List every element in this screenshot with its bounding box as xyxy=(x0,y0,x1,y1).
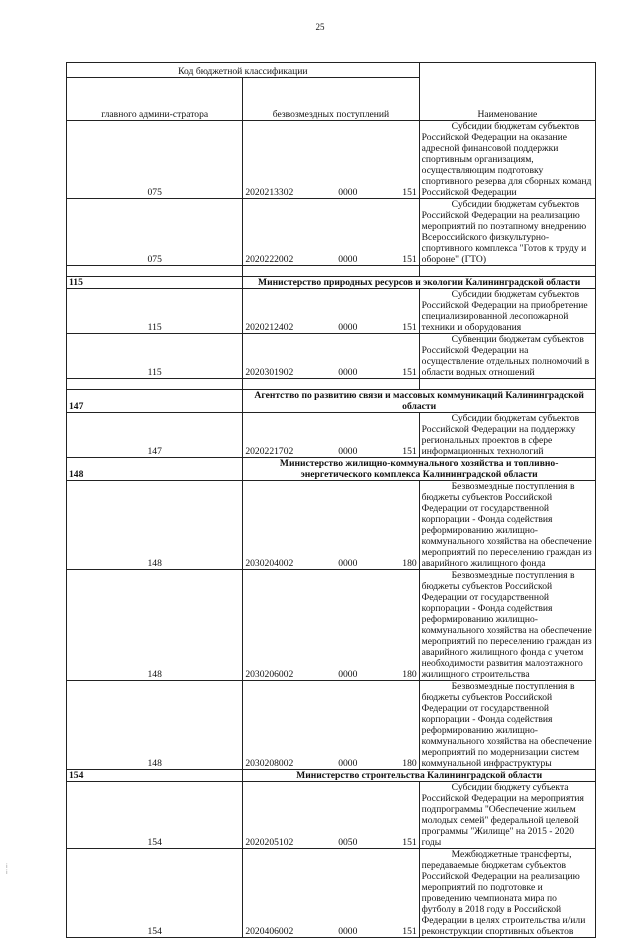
item-name xyxy=(419,289,595,334)
item-name-text: Безвозмездные поступления в бюджеты субъектов Российской Федерации от государственной корпорации - Фонда содействия реформированию жилищно-коммунального хозяйства на обеспечение мероприятий по переселению граждан из аварийного жилищного фонда xyxy=(421,481,592,569)
code-sub: 0000 xyxy=(338,758,358,769)
ministry-admin-code: 154 xyxy=(67,770,243,782)
admin-code: 115 xyxy=(67,289,243,334)
code-class: 151 xyxy=(402,926,417,937)
item-name-text: Субсидии бюджетам субъектов Российской Федерации на приобретение специализированной лесопожарной техники и оборудования xyxy=(421,289,588,333)
table-row xyxy=(67,681,596,770)
table-row xyxy=(67,413,596,458)
admin-code: 148 xyxy=(67,481,243,570)
code-sub: 0050 xyxy=(338,837,358,848)
header-receipts: безвозмездных поступлений xyxy=(243,78,419,121)
item-name xyxy=(419,121,595,199)
code-main: 2030206002 xyxy=(245,669,294,680)
code-sub: 0000 xyxy=(338,367,358,378)
code-class: 151 xyxy=(402,322,417,333)
item-name xyxy=(419,199,595,266)
receipt-code xyxy=(243,681,419,770)
receipt-code xyxy=(243,334,419,379)
ministry-name: Агентство по развитию связи и массовых коммуникаций Калининградской области xyxy=(243,390,596,413)
table-row xyxy=(67,782,596,849)
receipt-code xyxy=(243,849,419,938)
admin-code: 075 xyxy=(67,199,243,266)
table-row xyxy=(67,289,596,334)
table-row xyxy=(67,199,596,266)
code-main: 2030204002 xyxy=(245,558,294,569)
spacer-row xyxy=(67,379,596,390)
receipt-code xyxy=(243,413,419,458)
code-main: 2020213302 xyxy=(245,187,294,198)
ministry-admin-code: 147 xyxy=(67,390,243,413)
ministry-name: Министерство строительства Калининградской области xyxy=(243,770,596,782)
ministry-admin-code: 148 xyxy=(67,458,243,481)
code-sub: 0000 xyxy=(338,254,358,265)
code-main: 2020221702 xyxy=(245,446,294,457)
ministry-row xyxy=(67,770,596,782)
admin-code: 148 xyxy=(67,681,243,770)
spacer-cell xyxy=(243,379,419,390)
code-sub: 0000 xyxy=(338,446,358,457)
code-class: 180 xyxy=(402,758,417,769)
code-sub: 0000 xyxy=(338,669,358,680)
code-main: 2020406002 xyxy=(245,926,294,937)
receipt-code xyxy=(243,782,419,849)
ministry-admin-code: 115 xyxy=(67,277,243,289)
table-row xyxy=(67,121,596,199)
budget-classification-table xyxy=(66,62,596,938)
admin-code: 148 xyxy=(67,570,243,681)
code-sub: 0000 xyxy=(338,558,358,569)
receipt-code xyxy=(243,481,419,570)
code-main: 2020301902 xyxy=(245,367,294,378)
ministry-row xyxy=(67,390,596,413)
item-name xyxy=(419,481,595,570)
table-body xyxy=(67,121,596,938)
scan-marks: ⁞ ⁞ xyxy=(6,864,8,876)
code-class: 151 xyxy=(402,367,417,378)
item-name xyxy=(419,782,595,849)
admin-code: 154 xyxy=(67,849,243,938)
receipt-code xyxy=(243,199,419,266)
receipt-code xyxy=(243,121,419,199)
table-row xyxy=(67,334,596,379)
code-main: 2020222002 xyxy=(245,254,294,265)
spacer-cell xyxy=(419,379,595,390)
ministry-row xyxy=(67,277,596,289)
code-class: 151 xyxy=(402,446,417,457)
ministry-name: Министерство природных ресурсов и экологии Калининградской области xyxy=(243,277,596,289)
receipt-code xyxy=(243,289,419,334)
item-name-text: Субсидии бюджетам субъектов Российской Федерации на оказание адресной финансовой поддержки спортивным организациям, осуществляющим подготовку спортивного резерва для сборных команд Российской Федерации xyxy=(421,121,592,198)
ministry-row xyxy=(67,458,596,481)
code-class: 180 xyxy=(402,669,417,680)
table-row xyxy=(67,849,596,938)
item-name-text: Субсидии бюджетам субъектов Российской Федерации на поддержку региональных проектов в сфере информационных технологий xyxy=(421,413,580,457)
code-sub: 0000 xyxy=(338,926,358,937)
spacer-cell xyxy=(67,266,243,277)
item-name-text: Безвозмездные поступления в бюджеты субъектов Российской Федерации от государственной корпорации - Фонда содействия реформированию жилищно-коммунального хозяйства на обеспечение мероприятий по модернизации систем коммунальной инфраструктуры xyxy=(421,681,592,769)
code-main: 2020212402 xyxy=(245,322,294,333)
code-sub: 0000 xyxy=(338,322,358,333)
code-sub: 0000 xyxy=(338,187,358,198)
table-row xyxy=(67,481,596,570)
item-name-text: Безвозмездные поступления в бюджеты субъектов Российской Федерации от государственной корпорации - Фонда содействия реформированию жилищно-коммунального хозяйства на обеспечение мероприятий по переселению граждан из аварийного жилищного фонда с учетом необходимости развития малоэтажного жилищного строительства xyxy=(421,570,592,680)
item-name xyxy=(419,849,595,938)
item-name xyxy=(419,681,595,770)
item-name xyxy=(419,413,595,458)
page-number: 25 xyxy=(315,22,325,32)
admin-code: 115 xyxy=(67,334,243,379)
spacer-cell xyxy=(243,266,419,277)
spacer-row xyxy=(67,266,596,277)
code-main: 2030208002 xyxy=(245,758,294,769)
spacer-cell xyxy=(67,379,243,390)
spacer-cell xyxy=(419,266,595,277)
admin-code: 154 xyxy=(67,782,243,849)
item-name xyxy=(419,334,595,379)
ministry-name: Министерство жилищно-коммунального хозяйства и топливно-энергетического комплекса Калининградской области xyxy=(243,458,596,481)
code-class: 151 xyxy=(402,187,417,198)
code-class: 151 xyxy=(402,254,417,265)
header-budget-code-group: Код бюджетной классификации xyxy=(67,63,420,78)
code-class: 180 xyxy=(402,558,417,569)
header-admin: главного админи-стратора xyxy=(67,78,243,121)
admin-code: 147 xyxy=(67,413,243,458)
code-main: 2020205102 xyxy=(245,837,294,848)
receipt-code xyxy=(243,570,419,681)
item-name xyxy=(419,570,595,681)
code-class: 151 xyxy=(402,837,417,848)
item-name-text: Субсидии бюджетам субъектов Российской Федерации на реализацию мероприятий по поэтапному внедрению Всероссийского физкультурно-спортивного комплекса "Готов к труду и обороне" (ГТО) xyxy=(421,199,587,265)
item-name-text: Межбюджетные трансферты, передаваемые бюджетам субъектов Российской Федерации на реализацию мероприятий по подготовке и проведению чемпионата мира по футболу в 2018 году в Российской Федерации в целях строительства и/или реконструкции спортивных объектов xyxy=(421,849,586,937)
item-name-text: Субсидии бюджету субъекта Российской Федерации на мероприятия подпрограммы "Обеспечение жильем молодых семей" федеральной целевой программы "Жилище" на 2015 - 2020 годы xyxy=(421,782,584,848)
item-name-text: Субвенции бюджетам субъектов Российской Федерации на осуществление отдельных полномочий в области водных отношений xyxy=(421,334,590,378)
admin-code: 075 xyxy=(67,121,243,199)
header-row-group xyxy=(67,63,596,78)
table-row xyxy=(67,570,596,681)
header-name: Наименование xyxy=(419,63,595,121)
